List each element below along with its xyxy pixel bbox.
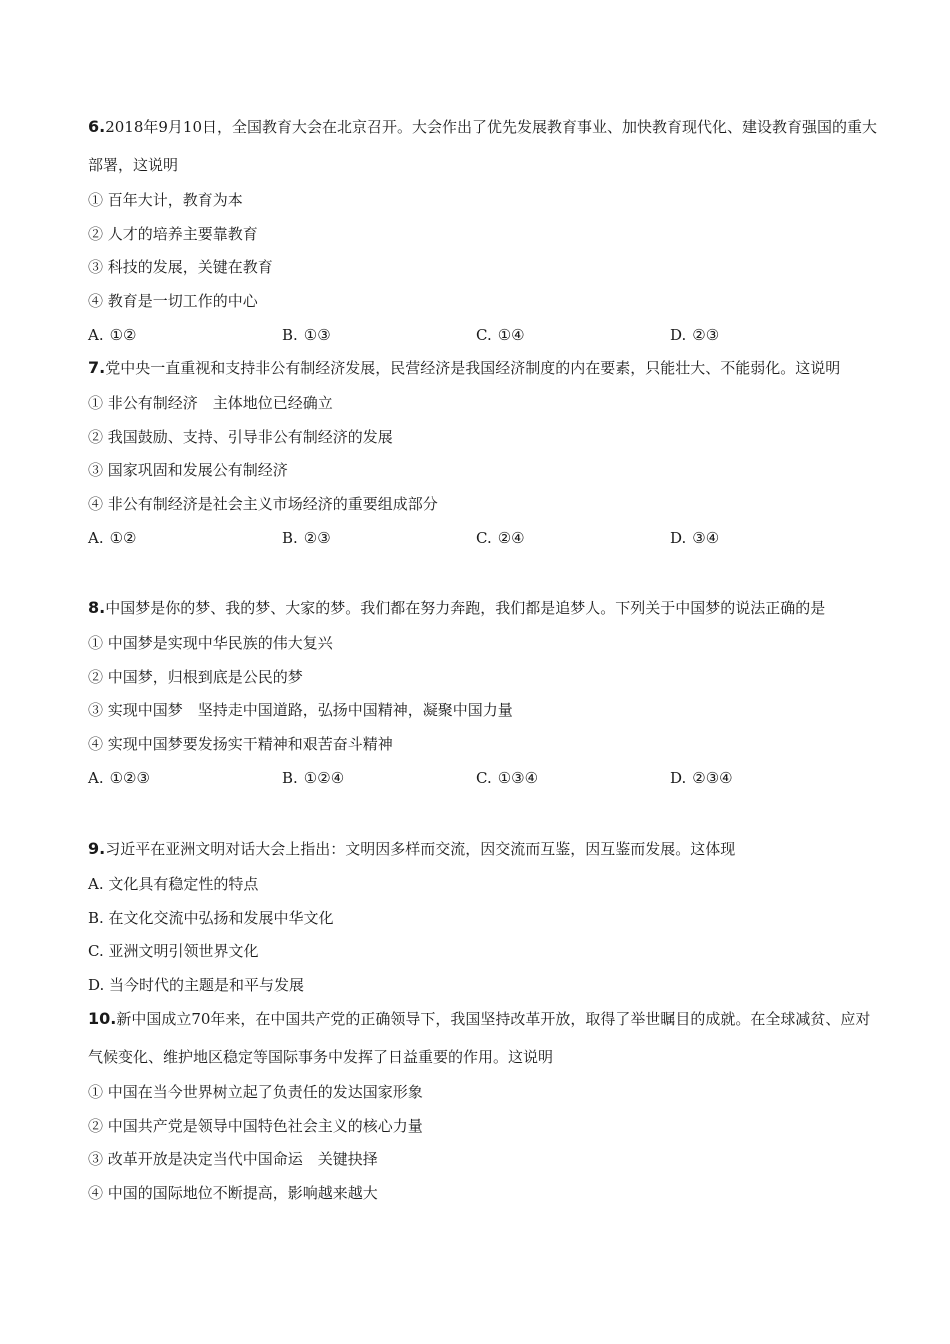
question-7 (88, 349, 878, 555)
option-b: B. ①②④ (282, 768, 345, 787)
statement-4: ④ 非公有制经济是社会主义市场经济的重要组成部分 (88, 495, 438, 514)
option-d: D. ②③ (670, 325, 720, 344)
statement-2: ② 中国共产党是领导中国特色社会主义的核心力量 (88, 1116, 423, 1135)
statement-3: ③ 实现中国梦 坚持走中国道路，弘扬中国精神，凝聚中国力量 (88, 701, 513, 720)
statement-1: ① 中国在当今世界树立起了负责任的发达国家形象 (88, 1083, 423, 1101)
statement-2: ② 人才的培养主要靠教育 (88, 224, 258, 243)
question-stem (88, 830, 878, 868)
option-b: B. ①③ (282, 325, 331, 344)
question-stem (88, 108, 878, 184)
statement-2: ② 我国鼓励、支持、引导非公有制经济的发展 (88, 427, 393, 446)
option-c: C. ①③④ (476, 768, 539, 787)
question-text: 习近平在亚洲文明对话大会上指出：文明因多样而交流，因交流而互鉴，因互鉴而发展。这体现 (105, 840, 736, 858)
choice-a: A. 文化具有稳定性的特点 (88, 875, 259, 893)
question-10 (88, 1000, 878, 1211)
option-a: A. ①②③ (88, 768, 150, 787)
choice-b: B. 在文化交流中弘扬和发展中华文化 (88, 908, 334, 927)
answer-options (88, 319, 878, 353)
statement-4: ④ 中国的国际地位不断提高，影响越来越大 (88, 1184, 378, 1203)
question-stem (88, 589, 878, 627)
choice-d: D. 当今时代的主题是和平与发展 (88, 976, 305, 995)
option-c: C. ②④ (476, 528, 525, 547)
question-6 (88, 108, 878, 352)
question-stem (88, 349, 878, 387)
question-text: 党中央一直重视和支持非公有制经济发展，民营经济是我国经济制度的内在要素，只能壮大、不能弱化。这说明 (105, 359, 841, 377)
answer-options (88, 762, 878, 796)
question-number: 8. (88, 598, 106, 617)
option-d: D. ③④ (670, 528, 720, 547)
question-text: 新中国成立70年来，在中国共产党的正确领导下，我国坚持改革开放，取得了举世瞩目的成就。在全球减贫、应对气候变化、维护地区稳定等国际事务中发挥了日益重要的作用。这说明 (88, 1010, 871, 1066)
statement-2: ② 中国梦，归根到底是公民的梦 (88, 667, 303, 686)
statement-3: ③ 科技的发展，关键在教育 (88, 258, 273, 277)
option-d: D. ②③④ (670, 768, 733, 787)
question-text: 中国梦是你的梦、我的梦、大家的梦。我们都在努力奔跑，我们都是追梦人。下列关于中国梦的说法正确的是 (105, 599, 826, 617)
option-c: C. ①④ (476, 325, 525, 344)
option-a: A. ①② (88, 528, 137, 547)
question-text: 2018年9月10日，全国教育大会在北京召开。大会作出了优先发展教育事业、加快教育现代化、建设教育强国的重大部署，这说明 (88, 118, 878, 174)
question-number: 6. (88, 117, 106, 136)
question-9 (88, 830, 878, 1003)
statement-4: ④ 实现中国梦要发扬实干精神和艰苦奋斗精神 (88, 735, 393, 754)
option-a: A. ①② (88, 325, 137, 344)
statement-1: ① 百年大计，教育为本 (88, 191, 243, 209)
choice-c: C. 亚洲文明引领世界文化 (88, 942, 259, 961)
statement-1: ① 非公有制经济 主体地位已经确立 (88, 394, 333, 412)
question-number: 7. (88, 358, 106, 377)
question-number: 9. (88, 839, 106, 858)
question-8 (88, 589, 878, 795)
statement-3: ③ 国家巩固和发展公有制经济 (88, 461, 288, 480)
question-stem (88, 1000, 878, 1076)
option-b: B. ②③ (282, 528, 331, 547)
statement-4: ④ 教育是一切工作的中心 (88, 292, 258, 311)
statement-3: ③ 改革开放是决定当代中国命运 关键抉择 (88, 1150, 378, 1169)
answer-options (88, 522, 878, 556)
statement-1: ① 中国梦是实现中华民族的伟大复兴 (88, 634, 333, 652)
question-number: 10. (88, 1009, 117, 1028)
